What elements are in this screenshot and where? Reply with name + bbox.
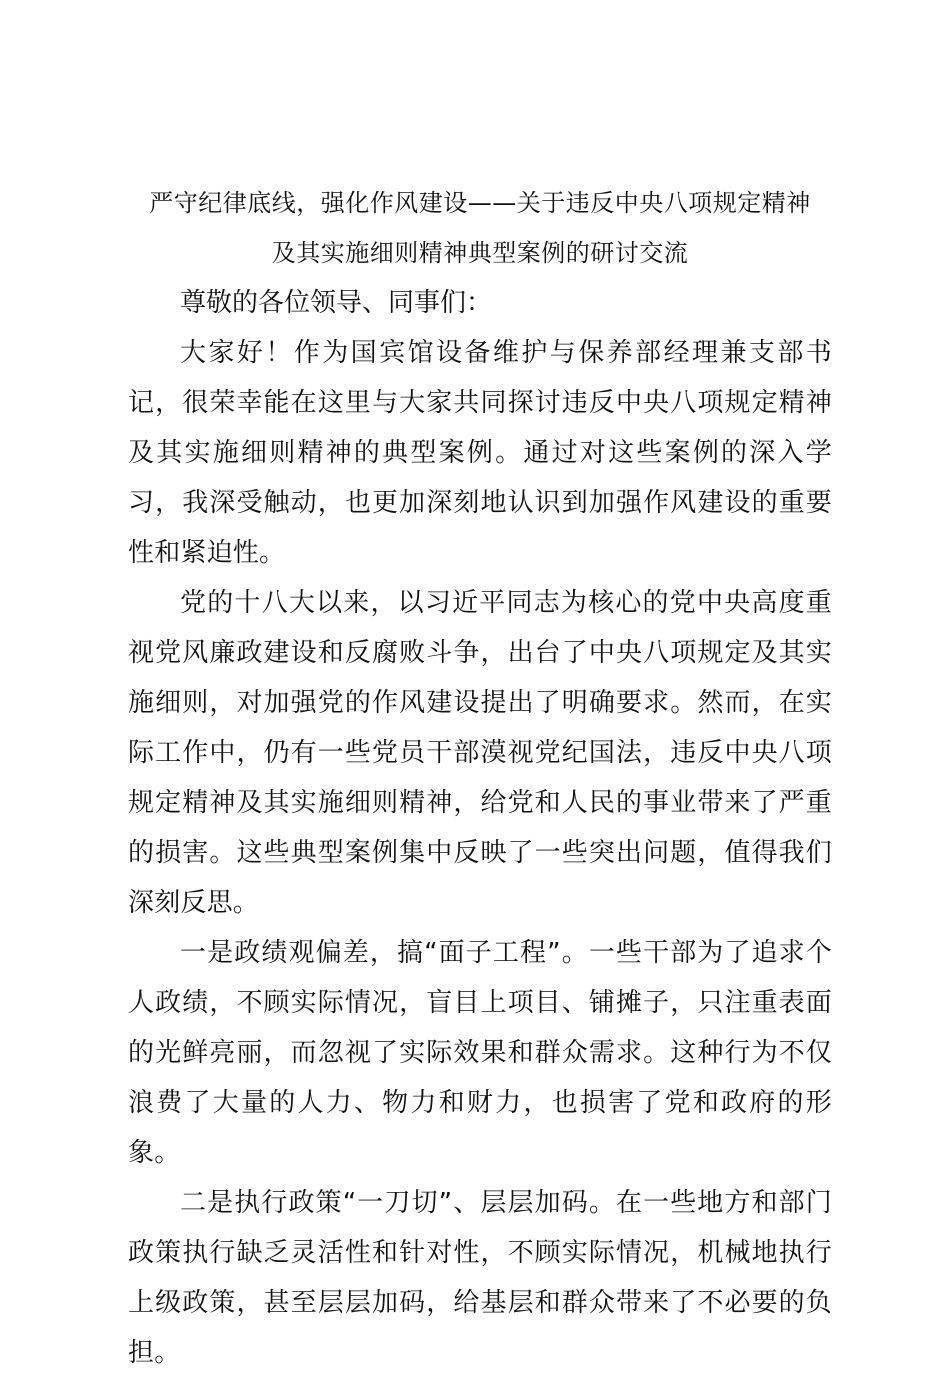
paragraph-issue-2: 二是执行政策“一刀切”、层层加码。在一些地方和部门政策执行缺乏灵活性和针对性，不顾实际情况，机械地执行上级政策，甚至层层加码，给基层和群众带来了不必要的负担。: [128, 1188, 832, 1368]
paragraph-background: 党的十八大以来，以习近平同志为核心的党中央高度重视党风廉政建设和反腐败斗争，出台了中央八项规定及其实施细则，对加强党的作风建设提出了明确要求。然而，在实际工作中，仍有一些党员干部漠视党纪国法，违反中央八项规定精神及其实施细则精神，给党和人民的事业带来了严重的损害。这些典型案例集中反映了一些突出问题，值得我们深刻反思。: [128, 588, 832, 918]
paragraph-greeting: 大家好！作为国宾馆设备维护与保养部经理兼支部书记，很荣幸能在这里与大家共同探讨违反中央八项规定精神及其实施细则精神的典型案例。通过对这些案例的深入学习，我深受触动，也更加深刻地认识到加强作风建设的重要性和紧迫性。: [128, 338, 832, 568]
title-line-1: 严守纪律底线，强化作风建设——关于违反中央八项规定精神: [149, 189, 811, 217]
paragraph-issue-1: 一是政绩观偏差，搞“面子工程”。一些干部为了追求个人政绩，不顾实际情况，盲目上项目、铺摊子，只注重表面的光鲜亮丽，而忽视了实际效果和群众需求。这种行为不仅浪费了大量的人力、物力和财力，也损害了党和政府的形象。: [128, 938, 832, 1168]
document-title: [128, 178, 832, 278]
salutation: 尊敬的各位领导、同事们：: [180, 288, 493, 318]
document-page: [128, 178, 832, 1378]
title-line-2: 及其实施细则精神典型案例的研讨交流: [271, 239, 689, 267]
